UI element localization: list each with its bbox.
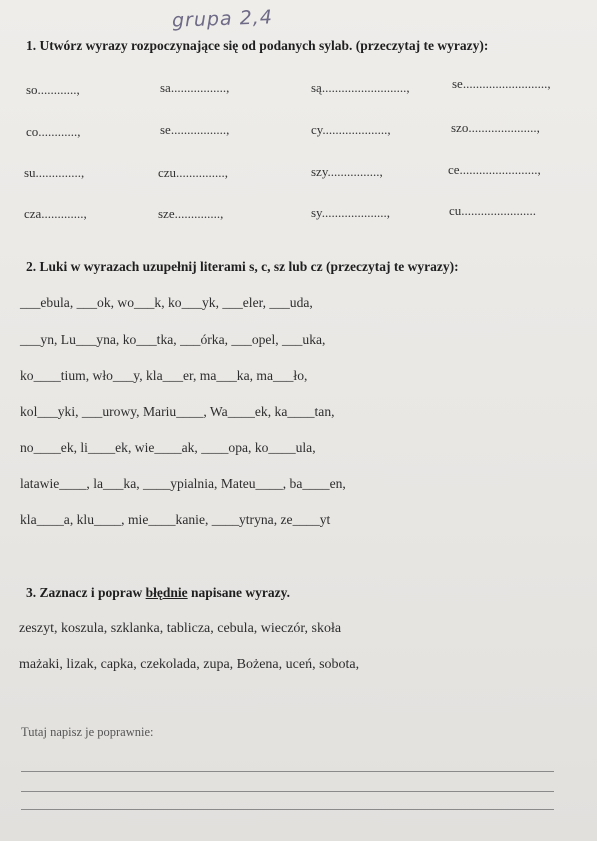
syllable-item: se.........................., — [452, 76, 551, 91]
word-list-line: zeszyt, koszula, szklanka, tablicza, cebula, wieczór, skoła — [19, 621, 342, 636]
syllable-item: szo....................., — [451, 120, 540, 135]
gap-fill-row: kol___yki, ___urowy, Mariu____, Wa____ek, ka____tan, — [20, 404, 335, 419]
syllable-item: cy...................., — [311, 122, 391, 137]
syllable-item: ce........................, — [448, 162, 541, 177]
gap-fill-row: ___yn, Lu___yna, ko___tka, ___órka, ___opel, ___uka, — [20, 332, 326, 347]
underlined-word: błędnie — [145, 585, 188, 600]
answer-line[interactable] — [21, 791, 554, 792]
section1-header: 1. Utwórz wyrazy rozpoczynające się od podanych sylab. (przeczytaj te wyrazy): — [26, 38, 489, 53]
gap-fill-row: kla____a, klu____, mie____kanie, ____ytryna, ze____yt — [20, 512, 331, 527]
syllable-item: są.........................., — [311, 80, 410, 95]
syllable-item: se................., — [160, 122, 230, 137]
gap-fill-row: ko____tium, wło___y, kla___er, ma___ka, ma___ło, — [20, 368, 308, 383]
section3-header: 3. Zaznacz i popraw błędnie napisane wyrazy. — [26, 585, 291, 600]
section2-header: 2. Luki w wyrazach uzupełnij literami s, c, sz lub cz (przeczytaj te wyrazy): — [26, 259, 459, 274]
gap-fill-row: latawie____, la___ka, ____ypialnia, Mateu____, ba____en, — [20, 476, 346, 491]
syllable-item: co............, — [26, 124, 81, 139]
syllable-item: so............, — [26, 82, 80, 97]
gap-fill-row: no____ek, li____ek, wie____ak, ____opa, ko____ula, — [20, 440, 316, 455]
answer-prompt: Tutaj napisz je poprawnie: — [21, 725, 154, 739]
answer-line[interactable] — [21, 809, 554, 810]
syllable-item: sa................., — [160, 80, 230, 95]
syllable-item: cu....................... — [449, 203, 537, 218]
syllable-item: cza............., — [24, 206, 87, 221]
syllable-item: czu..............., — [158, 165, 229, 180]
gap-fill-row: ___ebula, ___ok, wo___k, ko___yk, ___eler, ___uda, — [20, 295, 313, 310]
syllable-item: szy................, — [311, 164, 383, 179]
handwritten-group-note: grupa 2,4 — [171, 6, 274, 32]
syllable-item: sze.............., — [158, 206, 224, 221]
syllable-item: su.............., — [24, 165, 85, 180]
syllable-item: sy...................., — [311, 205, 390, 220]
word-list-line: mażaki, lizak, capka, czekolada, zupa, Bożena, uceń, sobota, — [19, 657, 360, 672]
answer-line[interactable] — [21, 771, 554, 772]
